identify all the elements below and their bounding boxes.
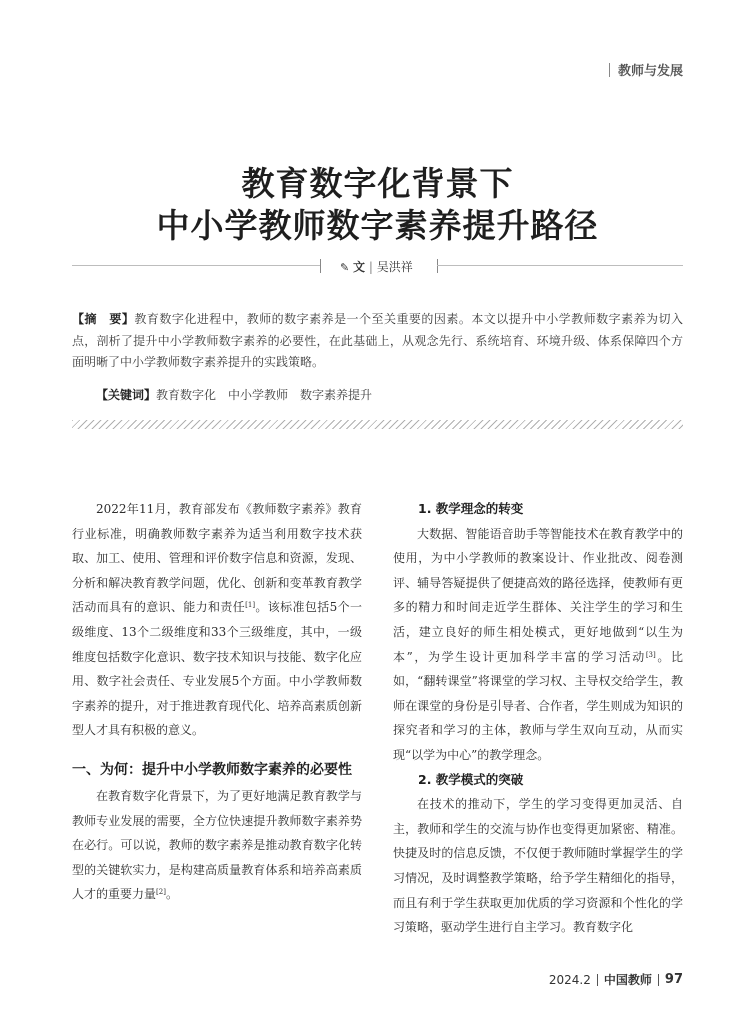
keyword-item: 数字素养提升 (300, 388, 373, 402)
article-title (0, 163, 755, 247)
author-rule-left (72, 265, 320, 266)
title-line-2: 中小学教师数字素养提升路径 (156, 206, 599, 245)
author-byline: ✎ 文 | 吴洪祥 (340, 260, 413, 274)
abstract (72, 309, 683, 374)
right-column (393, 497, 683, 940)
left-column (72, 497, 362, 907)
author-tick-right (437, 259, 438, 273)
author-rule-right (437, 265, 683, 266)
title-line-1: 教育数字化背景下 (241, 164, 514, 203)
citation-ref: [2] (156, 888, 166, 897)
hatched-divider (72, 420, 683, 429)
page-number: 97 (664, 972, 683, 987)
keywords-tag: 【关键词】 (96, 388, 157, 402)
section-heading: 一、为何：提升中小学教师数字素养的必要性 (72, 761, 352, 778)
pen-icon: ✎ (340, 261, 350, 274)
abstract-text: 教育数字化进程中，教师的数字素养是一个至关重要的因素。本文以提升中小学教师数字素养为切入点，剖析了提升中小学教师数字素养的必要性，在此基础上，从观念先行、系统培育、环境升级、体系保障四个方面明晰了中小学教师数字素养提升的实践策略。 (72, 312, 683, 369)
header-divider (609, 63, 610, 77)
issue-number: 2024.2 (548, 972, 591, 987)
citation-ref: [1] (245, 601, 256, 610)
keyword-item: 中小学教师 (228, 388, 289, 402)
subsection-heading: 1. 教学理念的转变 (418, 501, 524, 516)
subsection-paragraph: 大数据、智能语音助手等智能技术在教育教学中的使用，为中小学教师的教案设计、作业批改、阅卷测评、辅导答疑提供了便捷高效的路径选择，使教师有更多的精力和时间走近学生群体、关注学生的学习和生活，建立良好的师生相处模式，更好地做到“以生为本”，为学生设计更加科学丰富的学习活动[3]。比如，“翻转课堂”将课堂的学习权、主导权交给学生，教师在课堂的身份是引导者、合作者，学生则成为知识的探究者和学习的主体，教师与学生双向互动，从而实现“以学为中心”的教学理念。 (393, 526, 683, 762)
author-row (72, 258, 683, 274)
author-tick-left (320, 259, 321, 273)
footer-divider (658, 974, 659, 986)
running-header (609, 60, 683, 79)
subsection-paragraph: 在技术的推动下，学生的学习变得更加灵活、自主，教师和学生的交流与协作也变得更加紧密、精准。快捷及时的信息反馈，不仅便于教师随时掌握学生的学习情况，及时调整教学策略，给予学生精细化的指导，而且有利于学生获取更加优质的学习资源和个性化的学习策略，驱动学生进行自主学习。教育数字化 (393, 797, 683, 935)
keyword-item: 教育数字化 (156, 388, 217, 402)
section-label: 教师与发展 (617, 64, 683, 79)
intro-paragraph: 2022年11月，教育部发布《教师数字素养》教育行业标准，明确教师数字素养为适当利用数字技术获取、加工、使用、管理和评价数字信息和资源，发现、分析和解决教育教学问题，优化、创新和变革教育教学活动而具有的意识、能力和责任[1]。该标准包括5个一级维度、13个二级维度和33个三级维度，其中，一级维度包括数字化意识、数字技术知识与技能、数字化应用、数字社会责任、专业发展5个方面。中小学教师数字素养的提升，对于推进教育现代化、培养高素质创新型人才具有积极的意义。 (72, 502, 362, 738)
section-paragraph: 在教育数字化背景下，为了更好地满足教育教学与教师专业发展的需要，全方位快速提升教师数字素养势在必行。可以说，教师的数字素养是推动教育数字化转型的关键软实力，是构建高质量教育体系和培养高素质人才的重要力量[2]。 (72, 788, 362, 902)
author-name: 吴洪祥 (376, 260, 413, 274)
citation-ref: [3] (645, 650, 656, 659)
abstract-tag: 【摘 要】 (72, 312, 135, 326)
page-footer (549, 971, 683, 988)
author-prefix: 文 (353, 260, 366, 274)
journal-name: 中国教师 (603, 973, 652, 987)
footer-divider (597, 974, 598, 986)
subsection-heading: 2. 教学模式的突破 (418, 771, 524, 787)
keywords (72, 385, 683, 405)
